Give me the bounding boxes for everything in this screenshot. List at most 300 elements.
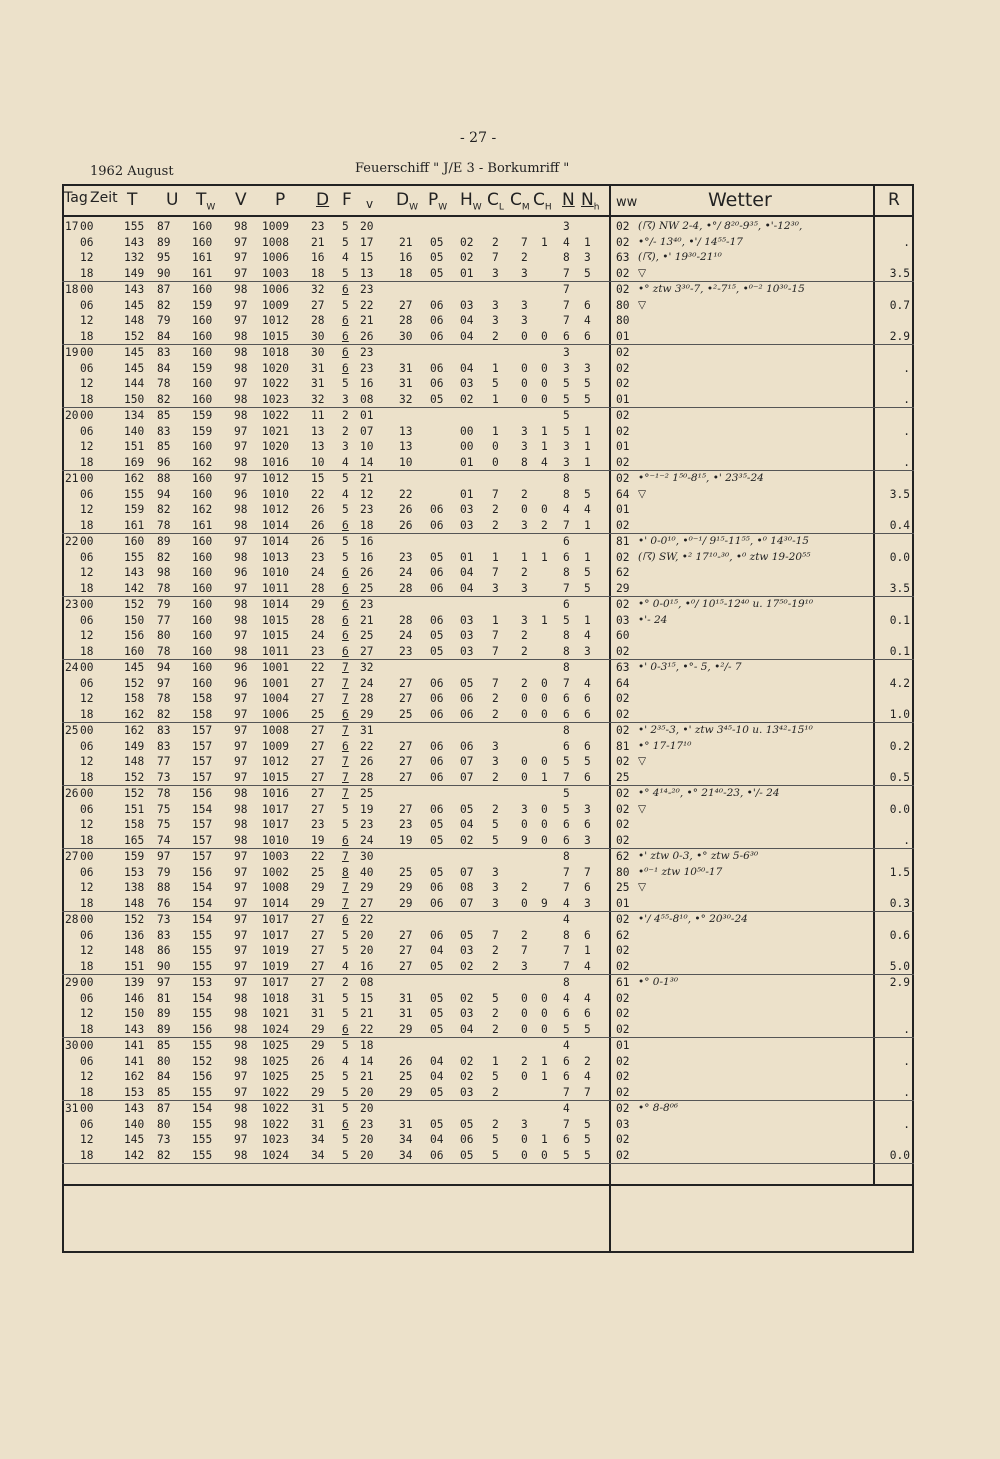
cell-pw: 05 — [430, 550, 444, 564]
cell-v: 98 — [234, 409, 248, 422]
cell-cl: 3 — [492, 314, 499, 327]
cell-wetter: ▽ — [638, 266, 647, 279]
cell-nh: 1 — [584, 455, 591, 469]
cell-tw: 155 — [192, 944, 213, 957]
day-block — [62, 408, 914, 471]
cell-u: 81 — [157, 991, 171, 1005]
cell-p: 1016 — [262, 787, 289, 800]
cell-fv: 30 — [360, 850, 374, 863]
cell-zeit: 00 — [80, 220, 94, 233]
cell-tw: 160 — [192, 329, 213, 343]
cell-dw: 25 — [399, 707, 413, 721]
cell-nh: 6 — [584, 329, 591, 343]
cell-cl: 3 — [492, 739, 499, 753]
cell-hw: 03 — [460, 377, 474, 390]
cell-ww: 02 — [616, 1102, 630, 1115]
cell-pw: 05 — [430, 644, 444, 658]
cell-u: 79 — [157, 314, 171, 327]
cell-d: 27 — [311, 298, 325, 312]
cell-u: 90 — [157, 266, 171, 280]
cell-dw: 27 — [399, 676, 413, 690]
cell-d: 25 — [311, 1070, 325, 1083]
cell-d: 27 — [311, 676, 325, 690]
cell-d: 16 — [311, 251, 325, 264]
cell-d: 27 — [311, 770, 325, 784]
cell-tw: 155 — [192, 1117, 213, 1131]
cell-pw: 04 — [430, 1070, 444, 1083]
cell-pw: 05 — [430, 1022, 444, 1036]
cell-u: 80 — [157, 629, 171, 642]
cell-cm: 0 — [521, 377, 528, 390]
cell-fv: 15 — [360, 991, 374, 1005]
cell-tw: 160 — [192, 472, 213, 485]
cell-p: 1017 — [262, 976, 289, 989]
cell-t: 159 — [124, 503, 145, 516]
cell-hw: 06 — [460, 1133, 474, 1146]
cell-t: 145 — [124, 1133, 145, 1146]
cell-wetter: •'/ 4⁵⁵-8¹⁰, •° 20³⁰-24 — [638, 913, 748, 925]
cell-n: 7 — [563, 1085, 570, 1099]
cell-hw: 08 — [460, 881, 474, 894]
cell-hw: 05 — [460, 1117, 474, 1131]
cell-hw: 07 — [460, 770, 474, 784]
cell-r: 4.2 — [889, 676, 910, 690]
cell-p: 1020 — [262, 440, 289, 453]
cell-t: 155 — [124, 487, 145, 501]
cell-fv: 25 — [360, 787, 374, 800]
cell-zeit: 06 — [80, 739, 94, 753]
cell-wetter: ▽ — [638, 755, 647, 767]
cell-r: 1.0 — [889, 707, 910, 721]
cell-d: 31 — [311, 361, 325, 375]
cell-nh: 4 — [584, 676, 591, 690]
cell-zeit: 18 — [80, 581, 94, 595]
cell-u: 84 — [157, 1070, 171, 1083]
cell-d: 10 — [311, 455, 325, 469]
cell-fv: 23 — [360, 346, 374, 359]
cell-tw: 160 — [192, 487, 213, 501]
cell-t: 156 — [124, 629, 145, 642]
cell-fv: 23 — [360, 1117, 374, 1131]
cell-tw: 154 — [192, 802, 213, 816]
header-u: U — [166, 190, 179, 210]
cell-dw: 29 — [399, 881, 413, 894]
table-row — [62, 502, 914, 518]
cell-f: 5 — [342, 503, 349, 516]
cell-cl: 7 — [492, 251, 499, 264]
table-row — [62, 802, 914, 818]
cell-f: 6 — [342, 598, 349, 611]
cell-hw: 03 — [460, 613, 474, 627]
cell-t: 142 — [124, 1148, 145, 1162]
cell-zeit: 12 — [80, 692, 94, 705]
cell-fv: 20 — [360, 928, 374, 942]
cell-ww: 62 — [616, 566, 630, 579]
table-row — [62, 786, 914, 802]
cell-d: 24 — [311, 566, 325, 579]
cell-fv: 20 — [360, 1085, 374, 1099]
cell-dw: 16 — [399, 251, 413, 264]
cell-nh: 3 — [584, 833, 591, 847]
cell-tw: 157 — [192, 833, 213, 847]
cell-r: . — [903, 1022, 910, 1036]
table-row — [62, 1117, 914, 1133]
cell-fv: 23 — [360, 503, 374, 516]
cell-t: 162 — [124, 472, 145, 485]
cell-ww: 02 — [616, 220, 630, 233]
cell-v: 98 — [234, 518, 248, 532]
cell-n: 6 — [563, 1133, 570, 1146]
cell-t: 150 — [124, 392, 145, 406]
cell-dw: 31 — [399, 991, 413, 1005]
cell-u: 76 — [157, 896, 171, 910]
cell-u: 73 — [157, 1133, 171, 1146]
cell-tw: 160 — [192, 566, 213, 579]
cell-t: 136 — [124, 928, 145, 942]
cell-pw: 05 — [430, 865, 444, 879]
cell-dw: 24 — [399, 629, 413, 642]
cell-ww: 02 — [616, 818, 630, 831]
cell-u: 94 — [157, 487, 171, 501]
cell-n: 6 — [563, 598, 570, 611]
cell-u: 85 — [157, 1039, 171, 1052]
table-row — [62, 991, 914, 1007]
cell-ww: 02 — [616, 991, 630, 1005]
cell-t: 165 — [124, 833, 145, 847]
cell-nh: 3 — [584, 361, 591, 375]
cell-fv: 29 — [360, 881, 374, 894]
cell-pw: 06 — [430, 329, 444, 343]
cell-d: 28 — [311, 314, 325, 327]
cell-nh: 6 — [584, 692, 591, 705]
cell-u: 97 — [157, 976, 171, 989]
cell-d: 27 — [311, 913, 325, 926]
cell-hw: 02 — [460, 959, 474, 973]
cell-t: 143 — [124, 283, 145, 296]
cell-dw: 31 — [399, 361, 413, 375]
cell-r: 3.5 — [889, 266, 910, 280]
cell-dw: 27 — [399, 692, 413, 705]
cell-wetter: (☈), •' 19³⁰-21¹⁰ — [638, 251, 722, 263]
cell-hw: 02 — [460, 251, 474, 264]
cell-d: 28 — [311, 613, 325, 627]
cell-cm: 0 — [521, 991, 528, 1005]
cell-fv: 23 — [360, 283, 374, 296]
cell-tw: 160 — [192, 440, 213, 453]
cell-hw: 03 — [460, 518, 474, 532]
cell-ww: 64 — [616, 676, 630, 690]
cell-dw: 23 — [399, 644, 413, 658]
cell-pw: 05 — [430, 235, 444, 249]
cell-hw: 02 — [460, 1054, 474, 1068]
table-row — [62, 975, 914, 991]
header-t: T — [127, 190, 138, 210]
cell-n: 6 — [563, 818, 570, 831]
cell-fv: 23 — [360, 361, 374, 375]
cell-d: 31 — [311, 1102, 325, 1115]
cell-f: 4 — [342, 487, 349, 501]
cell-u: 75 — [157, 818, 171, 831]
day-number: 23 — [65, 598, 79, 611]
cell-hw: 03 — [460, 944, 474, 957]
cell-p: 1014 — [262, 535, 289, 548]
cell-ch: 2 — [541, 518, 548, 532]
cell-cl: 1 — [492, 613, 499, 627]
cell-v: 97 — [234, 755, 248, 768]
cell-cl: 2 — [492, 1022, 499, 1036]
cell-hw: 04 — [460, 818, 474, 831]
cell-f: 7 — [342, 692, 349, 705]
cell-ww: 02 — [616, 959, 630, 973]
cell-v: 98 — [234, 346, 248, 359]
cell-ww: 01 — [616, 392, 630, 406]
cell-tw: 161 — [192, 251, 213, 264]
cell-zeit: 18 — [80, 770, 94, 784]
cell-tw: 157 — [192, 724, 213, 737]
cell-ch: 0 — [541, 802, 548, 816]
cell-cl: 5 — [492, 1148, 499, 1162]
cell-u: 78 — [157, 377, 171, 390]
cell-d: 25 — [311, 707, 325, 721]
cell-tw: 162 — [192, 455, 213, 469]
cell-f: 4 — [342, 455, 349, 469]
cell-fv: 20 — [360, 1102, 374, 1115]
cell-nh: 6 — [584, 818, 591, 831]
cell-v: 97 — [234, 692, 248, 705]
cell-fv: 14 — [360, 1054, 374, 1068]
header-r: R — [888, 190, 900, 210]
cell-ww: 02 — [616, 424, 630, 438]
cell-p: 1009 — [262, 220, 289, 233]
cell-t: 140 — [124, 424, 145, 438]
cell-u: 89 — [157, 535, 171, 548]
cell-fv: 22 — [360, 298, 374, 312]
cell-pw: 06 — [430, 361, 444, 375]
cell-fv: 28 — [360, 770, 374, 784]
cell-ww: 02 — [616, 1085, 630, 1099]
table-row — [62, 361, 914, 377]
cell-f: 6 — [342, 833, 349, 847]
cell-v: 97 — [234, 881, 248, 894]
cell-f: 7 — [342, 770, 349, 784]
cell-tw: 155 — [192, 959, 213, 973]
cell-ww: 62 — [616, 850, 630, 863]
cell-u: 97 — [157, 676, 171, 690]
cell-ww: 25 — [616, 770, 630, 784]
cell-zeit: 00 — [80, 850, 94, 863]
cell-ch: 1 — [541, 1070, 548, 1083]
cell-cm: 0 — [521, 503, 528, 516]
cell-dw: 13 — [399, 440, 413, 453]
cell-u: 96 — [157, 455, 171, 469]
cell-hw: 07 — [460, 865, 474, 879]
cell-fv: 08 — [360, 976, 374, 989]
cell-t: 146 — [124, 991, 145, 1005]
cell-cl: 2 — [492, 707, 499, 721]
cell-t: 144 — [124, 377, 145, 390]
cell-cm: 2 — [521, 1054, 528, 1068]
cell-v: 97 — [234, 266, 248, 280]
cell-r: 0.1 — [889, 644, 910, 658]
cell-f: 4 — [342, 251, 349, 264]
cell-pw: 06 — [430, 518, 444, 532]
cell-pw: 05 — [430, 818, 444, 831]
table-row — [62, 1006, 914, 1022]
cell-hw: 02 — [460, 833, 474, 847]
cell-d: 29 — [311, 1039, 325, 1052]
cell-f: 7 — [342, 896, 349, 910]
cell-hw: 07 — [460, 896, 474, 910]
cell-fv: 32 — [360, 661, 374, 674]
cell-cm: 2 — [521, 251, 528, 264]
header-fv: v — [366, 197, 374, 211]
cell-t: 152 — [124, 676, 145, 690]
cell-fv: 28 — [360, 692, 374, 705]
cell-t: 152 — [124, 913, 145, 926]
cell-zeit: 12 — [80, 944, 94, 957]
cell-tw: 158 — [192, 707, 213, 721]
cell-cl: 7 — [492, 629, 499, 642]
cell-u: 90 — [157, 959, 171, 973]
cell-p: 1021 — [262, 1007, 289, 1020]
day-number: 25 — [65, 724, 79, 737]
cell-n: 7 — [563, 881, 570, 894]
cell-fv: 40 — [360, 865, 374, 879]
cell-r: 0.1 — [889, 613, 910, 627]
cell-f: 6 — [342, 613, 349, 627]
day-number: 17 — [65, 220, 79, 233]
cell-u: 83 — [157, 928, 171, 942]
cell-p: 1006 — [262, 283, 289, 296]
cell-fv: 23 — [360, 598, 374, 611]
cell-v: 97 — [234, 913, 248, 926]
cell-n: 5 — [563, 392, 570, 406]
cell-zeit: 00 — [80, 976, 94, 989]
cell-p: 1017 — [262, 818, 289, 831]
cell-ww: 02 — [616, 644, 630, 658]
cell-zeit: 12 — [80, 440, 94, 453]
cell-p: 1019 — [262, 944, 289, 957]
cell-wetter: ▽ — [638, 298, 647, 311]
cell-t: 141 — [124, 1039, 145, 1052]
cell-ww: 01 — [616, 440, 630, 453]
cell-p: 1001 — [262, 661, 289, 674]
cell-u: 83 — [157, 739, 171, 753]
cell-r: . — [903, 392, 910, 406]
cell-n: 6 — [563, 739, 570, 753]
cell-tw: 161 — [192, 266, 213, 280]
cell-t: 150 — [124, 1007, 145, 1020]
cell-wetter: •' 0-0¹⁰, •⁰⁻¹/ 9¹⁵-11⁵⁵, •⁰ 14³⁰-15 — [638, 535, 809, 547]
cell-nh: 5 — [584, 581, 591, 595]
cell-cl: 7 — [492, 928, 499, 942]
cell-wetter: •° 17-17¹⁰ — [638, 739, 692, 752]
cell-wetter: •° ztw 3³⁰-7, •²-7¹⁵, •⁰⁻² 10³⁰-15 — [638, 283, 805, 295]
cell-ww: 02 — [616, 235, 630, 249]
table-row — [62, 1054, 914, 1070]
cell-hw: 07 — [460, 755, 474, 768]
cell-cl: 7 — [492, 487, 499, 501]
cell-hw: 03 — [460, 1085, 474, 1099]
cell-cl: 2 — [492, 770, 499, 784]
cell-f: 6 — [342, 1022, 349, 1036]
cell-cl: 3 — [492, 266, 499, 280]
table-row — [62, 581, 914, 597]
cell-v: 98 — [234, 1022, 248, 1036]
cell-pw: 05 — [430, 251, 444, 264]
footer-rule — [62, 1184, 914, 1186]
cell-cl: 1 — [492, 550, 499, 564]
cell-tw: 158 — [192, 692, 213, 705]
cell-pw: 06 — [430, 770, 444, 784]
cell-f: 4 — [342, 959, 349, 973]
table-row — [62, 676, 914, 692]
cell-pw: 04 — [430, 1054, 444, 1068]
cell-n: 5 — [563, 1148, 570, 1162]
cell-v: 98 — [234, 787, 248, 800]
cell-fv: 07 — [360, 424, 374, 438]
cell-hw: 03 — [460, 298, 474, 312]
cell-ww: 01 — [616, 503, 630, 516]
cell-fv: 21 — [360, 613, 374, 627]
cell-t: 151 — [124, 440, 145, 453]
cell-t: 162 — [124, 724, 145, 737]
cell-r: 5.0 — [889, 959, 910, 973]
cell-zeit: 00 — [80, 346, 94, 359]
cell-fv: 21 — [360, 1070, 374, 1083]
table-row — [62, 250, 914, 266]
cell-r: . — [903, 424, 910, 438]
cell-ww: 03 — [616, 1117, 630, 1131]
cell-p: 1022 — [262, 409, 289, 422]
cell-tw: 160 — [192, 535, 213, 548]
cell-fv: 24 — [360, 833, 374, 847]
cell-dw: 28 — [399, 613, 413, 627]
cell-tw: 160 — [192, 581, 213, 595]
cell-cl: 2 — [492, 692, 499, 705]
cell-r: 3.5 — [889, 581, 910, 595]
cell-v: 98 — [234, 1054, 248, 1068]
table-row — [62, 298, 914, 314]
cell-n: 5 — [563, 755, 570, 768]
cell-cl: 5 — [492, 1133, 499, 1146]
cell-ch: 4 — [541, 455, 548, 469]
cell-cm: 2 — [521, 928, 528, 942]
cell-n: 8 — [563, 644, 570, 658]
cell-cl: 5 — [492, 991, 499, 1005]
cell-f: 5 — [342, 1007, 349, 1020]
cell-cl: 7 — [492, 566, 499, 579]
cell-f: 8 — [342, 865, 349, 879]
cell-f: 5 — [342, 928, 349, 942]
cell-t: 142 — [124, 581, 145, 595]
cell-hw: 00 — [460, 440, 474, 453]
cell-p: 1020 — [262, 361, 289, 375]
cell-pw: 06 — [430, 377, 444, 390]
cell-ww: 61 — [616, 976, 630, 989]
cell-nh: 1 — [584, 518, 591, 532]
cell-v: 97 — [234, 581, 248, 595]
cell-d: 29 — [311, 896, 325, 910]
cell-n: 6 — [563, 550, 570, 564]
cell-u: 85 — [157, 1085, 171, 1099]
cell-p: 1015 — [262, 329, 289, 343]
cell-p: 1014 — [262, 518, 289, 532]
cell-ww: 02 — [616, 346, 630, 359]
cell-r: 2.9 — [889, 329, 910, 343]
table-row — [62, 518, 914, 534]
cell-cm: 3 — [521, 314, 528, 327]
